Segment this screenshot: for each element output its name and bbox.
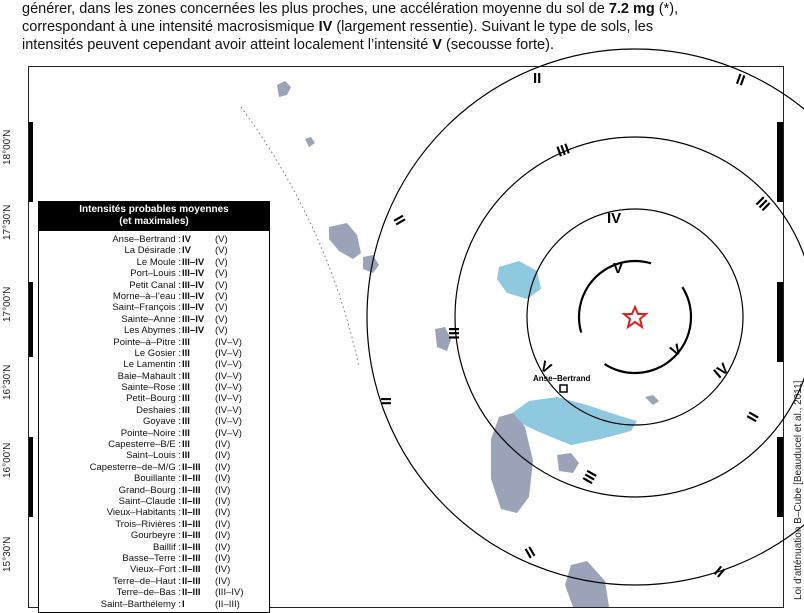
legend-mean: III xyxy=(182,382,190,394)
intro-text-segment: (*), xyxy=(654,1,679,17)
legend-max: (IV) xyxy=(215,484,231,496)
legend-mean: II–III xyxy=(182,507,201,519)
legend-max: (IV–V) xyxy=(215,359,242,371)
legend-name: Vieux–Fort : xyxy=(129,564,181,576)
ring-label-v: V xyxy=(537,357,555,378)
legend-row xyxy=(39,291,269,302)
legend-mean: III–IV xyxy=(182,268,205,280)
legend-name: Grand–Bourg : xyxy=(118,484,181,496)
legend-max: (IV–V) xyxy=(215,404,242,416)
legend-mean: II–III xyxy=(182,473,201,485)
legend-row xyxy=(39,576,269,587)
ring-label-ii: II xyxy=(389,212,409,229)
intro-text-segment: générer, dans les zones concernées les plus proches, une accélération moyenne du sol de xyxy=(22,1,609,17)
legend-max: (IV–V) xyxy=(215,336,242,348)
intensity-value: IV xyxy=(318,19,333,35)
legend-row xyxy=(39,553,269,564)
legend-row xyxy=(39,428,269,439)
legend-row xyxy=(39,245,269,256)
intro-text xyxy=(22,0,782,54)
frame-tick xyxy=(29,282,33,357)
legend-name: Trois–Rivières : xyxy=(115,518,181,530)
ring-label-iii: III xyxy=(752,193,774,215)
legend-max: (IV) xyxy=(215,495,231,507)
legend-max: (IV) xyxy=(215,518,231,530)
intensity-legend xyxy=(38,201,270,613)
legend-name: Sainte–Anne : xyxy=(121,313,181,325)
legend-mean: III xyxy=(182,336,190,348)
legend-name: Le Gosier : xyxy=(134,347,181,359)
ring-label-ii: II xyxy=(733,70,748,90)
ring-label-ii: II xyxy=(743,409,763,425)
legend-name: Le Moule : xyxy=(136,256,181,268)
legend-row xyxy=(39,496,269,507)
intro-text-segment: intensités peuvent cependant avoir atteint localement l’intensité xyxy=(22,37,433,53)
legend-row xyxy=(39,530,269,541)
legend-row xyxy=(39,485,269,496)
legend-row xyxy=(39,416,269,427)
legend-name: Anse–Bertrand : xyxy=(112,234,181,245)
legend-mean: IV xyxy=(182,234,191,245)
legend-mean: III–IV xyxy=(182,279,205,291)
island-dominica xyxy=(565,561,609,607)
intro-line-1 xyxy=(22,0,782,18)
island-marie-galante xyxy=(557,453,579,473)
legend-max: (V) xyxy=(215,290,228,302)
legend-name: Vieux–Habitants : xyxy=(106,507,181,519)
attenuation-credit: Loi d’atténuation B–Cube [Beauducel et al., 2011] xyxy=(793,380,804,600)
legend-name: Pointe–à–Pitre : xyxy=(113,336,181,348)
intro-text-segment: (secousse forte). xyxy=(441,37,554,53)
intensity-local-value: V xyxy=(432,37,442,53)
legend-mean: III xyxy=(182,347,190,359)
epicenter-star-icon[interactable] xyxy=(624,307,646,327)
legend-max: (IV–V) xyxy=(215,382,242,394)
town-label: Anse–Bertrand xyxy=(533,374,591,383)
intro-line-2 xyxy=(22,18,782,36)
legend-mean: II–III xyxy=(182,564,201,576)
legend-name: Saint–Barthélemy : xyxy=(100,598,181,610)
frame-tick xyxy=(777,437,783,517)
intro-text-segment: correspondant à une intensité macrosismique xyxy=(22,19,319,35)
legend-header xyxy=(39,202,269,231)
legend-max: (IV) xyxy=(215,439,231,451)
legend-name: Terre–de–Bas : xyxy=(116,587,181,599)
legend-title: Intensités probables moyennes xyxy=(79,204,229,215)
legend-max: (IV) xyxy=(215,575,231,587)
frame-tick xyxy=(777,122,783,202)
legend-row xyxy=(39,359,269,370)
latitude-label: 17°00'N xyxy=(2,286,13,322)
legend-name: Saint–Claude : xyxy=(118,495,181,507)
legend-row xyxy=(39,325,269,336)
legend-max: (II–III) xyxy=(215,598,240,610)
legend-max: (IV) xyxy=(215,507,231,519)
legend-rows xyxy=(39,231,269,610)
legend-row xyxy=(39,382,269,393)
legend-max: (IV) xyxy=(215,552,231,564)
legend-name: Petit Canal : xyxy=(129,279,181,291)
legend-mean: III xyxy=(182,439,190,451)
legend-name: Pointe–Noire : xyxy=(120,427,181,439)
legend-row xyxy=(39,439,269,450)
legend-mean: II–III xyxy=(182,518,201,530)
legend-max: (IV–V) xyxy=(215,427,242,439)
legend-name: Deshaies : xyxy=(136,404,181,416)
legend-row xyxy=(39,314,269,325)
ring-label-ii: II xyxy=(533,70,542,87)
legend-row xyxy=(39,257,269,268)
legend-row xyxy=(39,450,269,461)
legend-mean: III xyxy=(182,404,190,416)
legend-name: Bouillante : xyxy=(133,473,181,485)
legend-row xyxy=(39,507,269,518)
legend-max: (III–IV) xyxy=(215,587,244,599)
legend-name: La Désirade : xyxy=(124,245,181,257)
legend-row xyxy=(39,280,269,291)
legend-mean: II–III xyxy=(182,575,201,587)
legend-max: (IV–V) xyxy=(215,347,242,359)
legend-mean: III xyxy=(182,359,190,371)
legend-name: Morne–à–l’eau : xyxy=(112,290,181,302)
legend-max: (V) xyxy=(215,245,228,257)
legend-row xyxy=(39,473,269,484)
ring-ii xyxy=(367,49,804,585)
legend-name: Saint–François : xyxy=(112,302,181,314)
legend-row xyxy=(39,348,269,359)
ring-label-v: V xyxy=(613,260,624,277)
latitude-label: 15°30'N xyxy=(2,536,13,572)
legend-mean: III xyxy=(182,450,190,462)
latitude-label: 16°00'N xyxy=(2,442,13,478)
frame-tick xyxy=(29,437,33,517)
legend-max: (IV–V) xyxy=(215,393,242,405)
legend-max: (IV) xyxy=(215,450,231,462)
legend-max: (IV) xyxy=(215,473,231,485)
legend-name: Sainte–Rose : xyxy=(121,382,181,394)
legend-mean: III xyxy=(182,416,190,428)
island-anguilla xyxy=(277,81,291,97)
legend-row xyxy=(39,587,269,598)
frame-tick xyxy=(29,122,33,202)
island-antigua xyxy=(497,261,541,299)
legend-name: Gourbeyre : xyxy=(130,530,181,542)
ring-label-iv: IV xyxy=(710,359,733,383)
legend-max: (IV) xyxy=(215,530,231,542)
legend-mean: III–IV xyxy=(182,290,205,302)
legend-name: Goyave : xyxy=(142,416,181,428)
legend-name: Baillif : xyxy=(153,541,181,553)
legend-max: (IV–V) xyxy=(215,416,242,428)
island-st-barth xyxy=(305,137,315,147)
legend-name: Baie–Mahault : xyxy=(117,370,181,382)
legend-mean: II–III xyxy=(182,495,201,507)
ring-label-iii: III xyxy=(554,140,573,161)
legend-row xyxy=(39,599,269,610)
legend-name: Basse–Terre : xyxy=(122,552,181,564)
legend-mean: III xyxy=(182,370,190,382)
legend-max: (IV–V) xyxy=(215,370,242,382)
island-st-kitts xyxy=(329,223,361,259)
latitude-label: 17°30'N xyxy=(2,204,13,240)
legend-name: Port–Louis : xyxy=(130,268,181,280)
legend-max: (V) xyxy=(215,268,228,280)
ring-label-ii: II xyxy=(377,397,394,406)
latitude-label: 18°00'N xyxy=(2,129,13,165)
legend-mean: III–IV xyxy=(182,256,205,268)
legend-mean: III xyxy=(182,427,190,439)
legend-row xyxy=(39,302,269,313)
legend-max: (V) xyxy=(215,302,228,314)
legend-max: (V) xyxy=(215,279,228,291)
town-marker[interactable] xyxy=(560,385,567,392)
legend-max: (V) xyxy=(215,325,228,337)
legend-subtitle: (et maximales) xyxy=(119,216,189,227)
legend-row xyxy=(39,371,269,382)
legend-row xyxy=(39,519,269,530)
legend-row xyxy=(39,462,269,473)
legend-max: (IV) xyxy=(215,461,231,473)
legend-name: Terre–de–Haut : xyxy=(112,575,181,587)
legend-row xyxy=(39,268,269,279)
legend-mean: III–IV xyxy=(182,325,205,337)
legend-mean: IV xyxy=(182,245,191,257)
ring-label-iii: III xyxy=(579,467,601,487)
legend-mean: II–III xyxy=(182,484,201,496)
legend-max: (V) xyxy=(215,313,228,325)
frame-tick xyxy=(777,282,783,362)
legend-row xyxy=(39,393,269,404)
legend-row xyxy=(39,564,269,575)
legend-row xyxy=(39,234,269,245)
legend-name: Petit–Bourg : xyxy=(126,393,181,405)
legend-name: Capesterre–B/E : xyxy=(108,439,181,451)
legend-max: (IV) xyxy=(215,564,231,576)
legend-mean: II–III xyxy=(182,552,201,564)
legend-mean: II–III xyxy=(182,541,201,553)
legend-row xyxy=(39,542,269,553)
ring-label-iii: III xyxy=(445,327,462,340)
ring-label-ii: II xyxy=(710,563,728,582)
legend-max: (IV) xyxy=(215,541,231,553)
legend-mean: III–IV xyxy=(182,313,205,325)
legend-mean: II–III xyxy=(182,587,201,599)
island-desirade xyxy=(645,395,659,405)
ring-label-v: V xyxy=(667,340,685,361)
legend-mean: III xyxy=(182,393,190,405)
acceleration-value: 7.2 mg xyxy=(608,1,655,17)
ring-label-iv: IV xyxy=(607,210,622,227)
legend-mean: II–III xyxy=(182,530,201,542)
island-basse-terre xyxy=(491,413,533,513)
legend-name: Le Lamentin : xyxy=(123,359,181,371)
legend-max: (V) xyxy=(215,256,228,268)
legend-mean: II–III xyxy=(182,461,201,473)
legend-name: Saint–Louis : xyxy=(126,450,181,462)
legend-name: Les Abymes : xyxy=(123,325,181,337)
legend-mean: III–IV xyxy=(182,302,205,314)
latitude-label: 16°30'N xyxy=(2,364,13,400)
legend-row xyxy=(39,405,269,416)
ring-label-ii: II xyxy=(522,543,539,563)
legend-max: (V) xyxy=(215,234,228,245)
intro-text-segment: (largement ressentie). Suivant le type de sols, les xyxy=(332,19,654,35)
legend-name: Capesterre–de–M/G : xyxy=(89,461,181,473)
legend-row xyxy=(39,337,269,348)
legend-mean: I xyxy=(182,598,185,610)
